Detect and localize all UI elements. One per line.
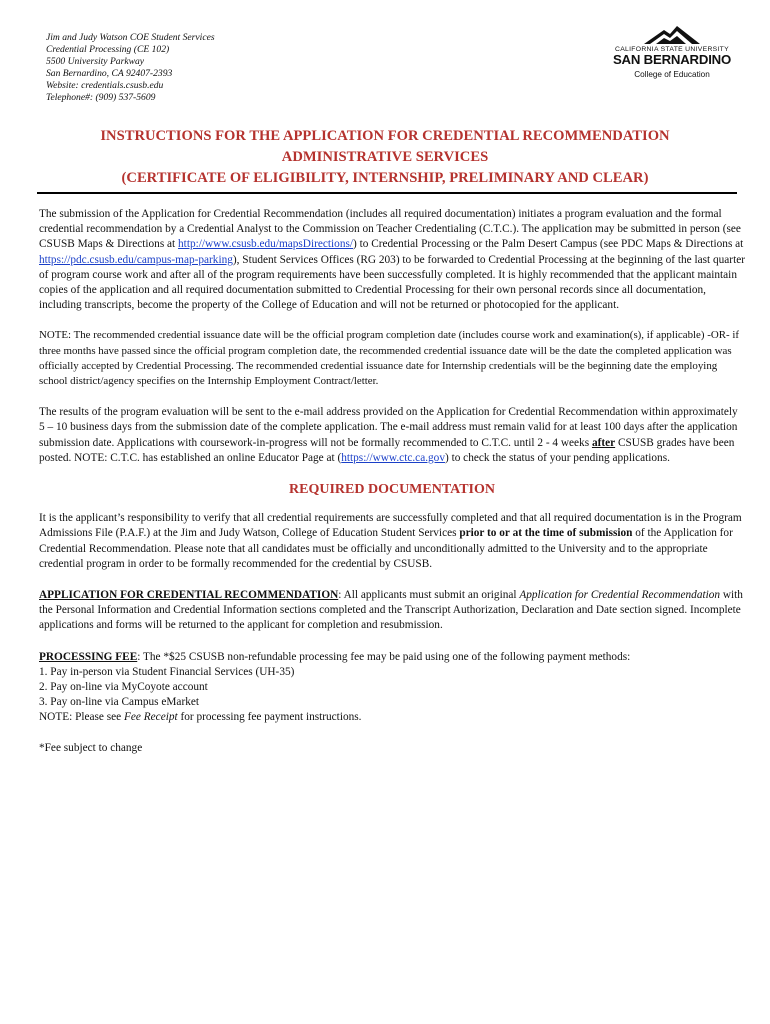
note-paragraph: NOTE: The recommended credential issuance date will be the official program completion date (includes course work and examination(s), if applicable) -OR- if three months have passed since the official program completion date, the recommended credential issuance date will be the date the completed application was officially accepted by Credential Processing. The recommended credential issuance date for Internship credentials will be the beginning date the employing school district/agency specifies on the Internship Employment Contract/letter. — [39, 329, 739, 388]
app-italic: Application for Credential Recommendation — [519, 589, 721, 602]
resp-text-2: of the Application for Credential Recommendation. Please note that all candidates must be officially and unconditionally admitted to the University and to the appropriate credential program in order to be formally recommended for the credential by CSUSB. — [39, 527, 733, 570]
university-logo — [612, 26, 732, 79]
payment-methods-list — [39, 665, 745, 711]
results-text-2: CSUSB grades have been posted. NOTE: C.T.C. has established an online Educator Page at ( — [39, 436, 735, 464]
fee-note-text-2: for processing fee payment instructions. — [177, 711, 362, 724]
app-text-1: : All applicants must submit an original — [338, 589, 520, 602]
intro-paragraph — [39, 207, 745, 313]
title-line-1: INSTRUCTIONS FOR THE APPLICATION FOR CREDENTIAL RECOMMENDATION — [100, 128, 670, 144]
application-label: APPLICATION FOR CREDENTIAL RECOMMENDATION — [39, 589, 339, 602]
after-emphasis: after — [591, 436, 616, 449]
fee-change-note: *Fee subject to change — [39, 741, 143, 754]
address-line-telephone: Telephone#: (909) 537-5609 — [46, 92, 156, 103]
application-paragraph — [39, 588, 745, 634]
pdc-maps-link[interactable]: https://pdc.csusb.edu/campus-map-parking — [39, 253, 233, 266]
list-item: 2. Pay on-line via MyCoyote account — [39, 681, 208, 694]
list-item: 3. Pay on-line via Campus eMarket — [39, 696, 200, 709]
fee-text: : The *$25 CSUSB non-refundable processing fee may be paid using one of the following payment methods: — [137, 650, 631, 663]
maps-directions-link[interactable]: http://www.csusb.edu/mapsDirections/ — [178, 238, 354, 251]
address-line-unit: Credential Processing (CE 102) — [46, 44, 170, 55]
responsibility-paragraph — [39, 511, 745, 572]
address-line-office: Jim and Judy Watson COE Student Services — [46, 32, 215, 43]
fee-note — [39, 710, 745, 725]
logo-campus-name: SAN BERNARDINO — [612, 52, 732, 67]
address-line-website: Website: credentials.csusb.edu — [46, 80, 164, 91]
results-text-1: The results of the program evaluation will be sent to the e-mail address provided on the Application for Credential Recommendation within approximately 5 – 10 business days from the submission date of the complete application. The e-mail address must remain valid for at least 100 days after the application submission date. Applications with coursework-in-progress will not be formally recommended to C.T.C. until 2 - 4 weeks — [39, 406, 738, 449]
office-address-block — [46, 32, 215, 104]
list-item: 1. Pay in-person via Student Financial Services (UH-35) — [39, 665, 295, 678]
results-paragraph — [39, 405, 745, 466]
title-line-2: ADMINISTRATIVE SERVICES — [281, 149, 489, 165]
logo-college-name: College of Education — [634, 70, 710, 79]
fee-receipt-italic: Fee Receipt — [124, 711, 178, 724]
title-line-3: (CERTIFICATE OF ELIGIBILITY, INTERNSHIP, PRELIMINARY AND CLEAR) — [121, 170, 649, 186]
intro-text-1: The submission of the Application for Credential Recommendation (includes all required documentation) initiates a program evaluation and the formal credential recommendation by a Credential Analyst to the Commission on Teacher Credentialing (C.T.C.). The application may be submitted in person (see CSUSB Maps & Directions at — [39, 208, 741, 251]
required-documentation-heading: REQUIRED DOCUMENTATION — [289, 482, 495, 498]
mountain-logo-icon — [644, 26, 700, 44]
document-body — [39, 207, 745, 756]
ctc-link[interactable]: https://www.ctc.ca.gov — [341, 451, 445, 464]
resp-text-1: It is the applicant’s responsibility to verify that all credential requirements are successfully completed and that all required documentation is in the Program Admissions File (P.A.F.) at the Jim and Judy Watson, College of Education Student Services — [39, 512, 742, 540]
logo-university-name: CALIFORNIA STATE UNIVERSITY — [615, 46, 729, 53]
fee-paragraph — [39, 650, 745, 665]
address-line-city: San Bernardino, CA 92407-2393 — [46, 68, 173, 79]
results-text-3: ) to check the status of your pending applications. — [444, 451, 670, 464]
intro-text-2: ) to Credential Processing or the Palm Desert Campus (see PDC Maps & Directions at — [353, 238, 744, 251]
page-title — [0, 126, 770, 189]
title-divider — [37, 192, 737, 194]
app-text-2: with the Personal Information and Credential Information sections completed and the Transcript Authorization, Declaration and Date section signed. Incomplete applications and forms will be returned to the applicant for completion and resubmission. — [39, 589, 743, 632]
fee-label: PROCESSING FEE — [39, 650, 138, 663]
fee-note-text-1: NOTE: Please see — [39, 711, 125, 724]
intro-text-3: ), Student Services Offices (RG 203) to be forwarded to Credential Processing at the beginning of the last quarter of program course work and after all of the program requirements have been successfully completed. It is highly recommended that the applicant maintain copies of the application and all required documentation submitted to Credential Processing for their own personal records since all documentation, including transcripts, become the property of the College of Education and will not be returned or photocopied for the applicant. — [39, 253, 745, 312]
resp-bold: prior to or at the time of submission — [459, 527, 633, 540]
address-line-street: 5500 University Parkway — [46, 56, 145, 67]
processing-fee-section — [39, 650, 745, 756]
